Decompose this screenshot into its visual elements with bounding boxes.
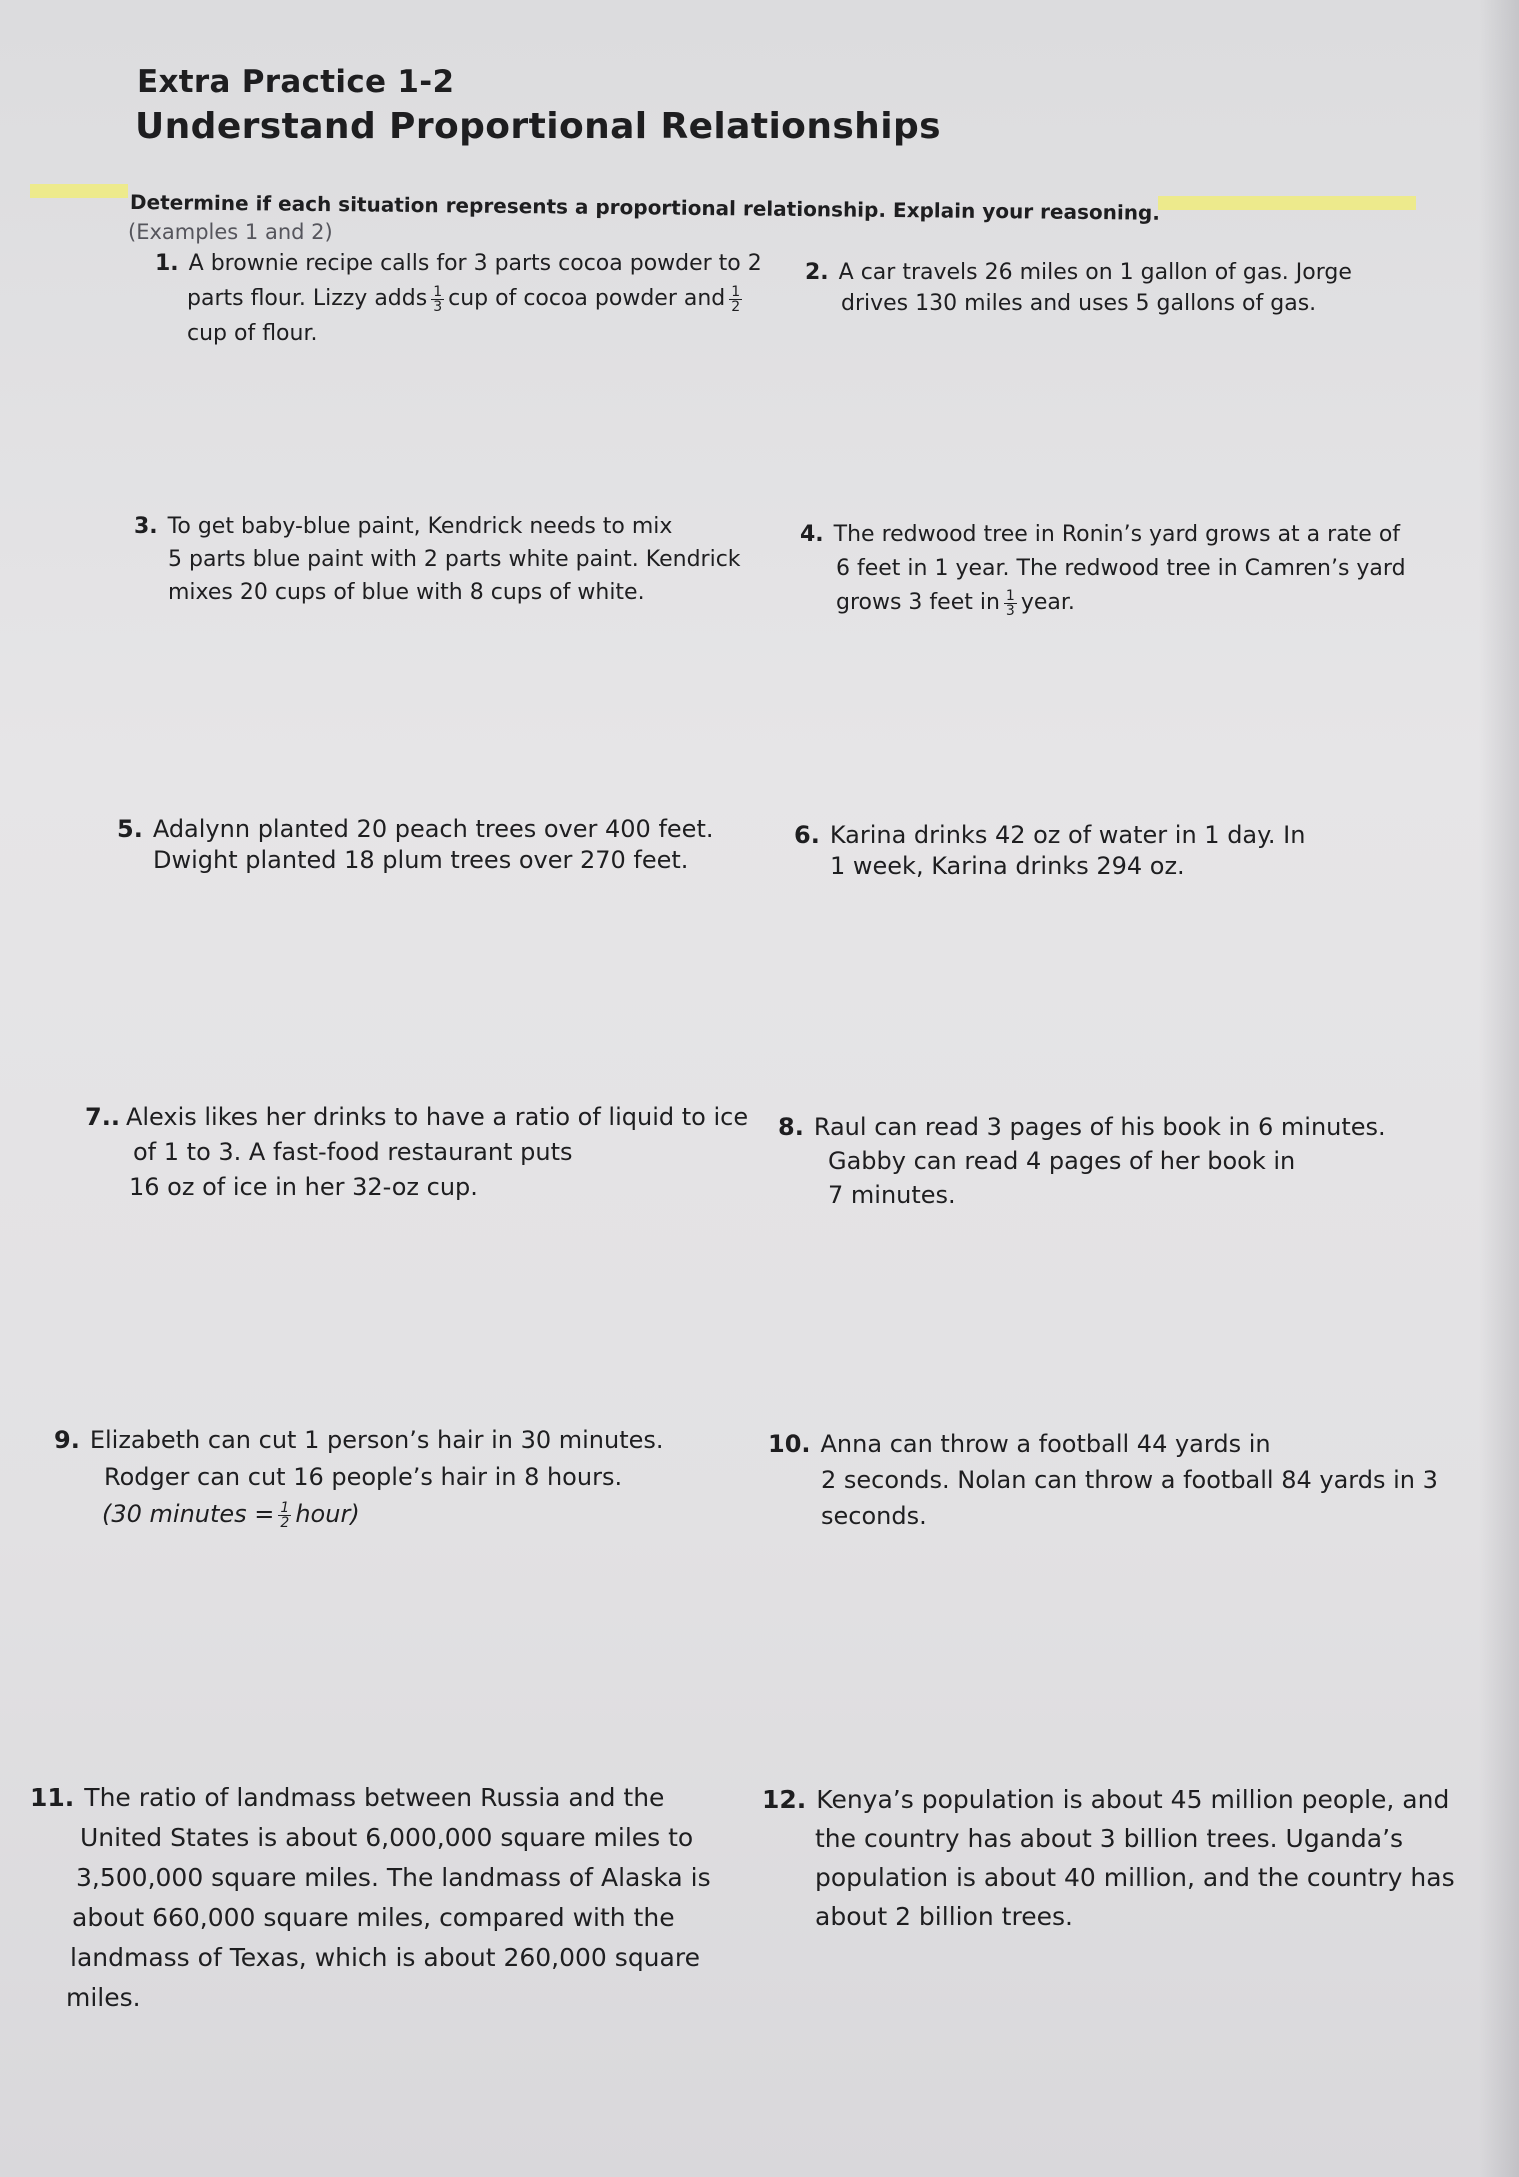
problem-text: The redwood tree in Ronin’s yard grows at a rate of [833,522,1401,547]
problem-text: population is about 40 million, and the country has [815,1863,1455,1892]
problem-text: Dwight planted 18 plum trees over 270 feet. [153,846,689,874]
problem-text: Kenya’s population is about 45 million people, and [816,1785,1450,1814]
problem-text: hour) [295,1500,360,1528]
problem-text: A car travels 26 miles on 1 gallon of gas. Jorge [838,260,1352,285]
problem-text: Raul can read 3 pages of his book in 6 minutes. [813,1113,1386,1141]
problem-text: about 660,000 square miles, compared with the [72,1903,675,1932]
problem-text: 1 week, Karina drinks 294 oz. [830,852,1185,880]
fraction-one-third: $\frac{1}{3}$ [433,283,443,315]
problem-7 [85,1100,748,1205]
problem-1 [155,246,762,351]
problem-3 [134,510,741,609]
problem-5 [117,812,713,878]
problem-text: Gabby can read 4 pages of her book in [828,1147,1296,1175]
problem-2 [805,255,1352,321]
directions: Determine if each situation represents a proportional relationship. Explain your reasoning. [129,190,1161,225]
problem-text: 6 feet in 1 year. The redwood tree in Camren’s yard [836,556,1406,581]
problem-number: 3. [134,514,158,539]
problem-number: 4. [800,522,824,547]
problem-text: seconds. [821,1502,927,1530]
problem-6 [794,818,1305,884]
problem-text: Adalynn planted 20 peach trees over 400 feet. [152,815,714,843]
problem-number: 5. [117,815,143,843]
problem-10 [768,1426,1438,1534]
problem-text: United States is about 6,000,000 square miles to [80,1823,694,1852]
problem-number: 8. [778,1113,804,1141]
examples-note: (Examples 1 and 2) [128,220,333,244]
problem-text: To get baby-blue paint, Kendrick needs to mix [167,514,673,539]
problem-text: 3,500,000 square miles. The landmass of Alaska is [76,1863,711,1892]
problem-8 [778,1110,1386,1212]
problem-text: the country has about 3 billion trees. Uganda’s [815,1824,1404,1853]
problem-text: cup of flour. [187,321,318,346]
problem-text: Alexis likes her drinks to have a ratio of liquid to ice [125,1103,749,1131]
problem-number: 11. [30,1783,75,1812]
problem-text: 2 seconds. Nolan can throw a football 84 yards in 3 [821,1466,1438,1494]
fraction-one-half: $\frac{1}{2}$ [731,283,741,315]
highlight-right [1158,196,1416,210]
problem-text: Elizabeth can cut 1 person’s hair in 30 minutes. [89,1426,664,1454]
problem-text: miles. [66,1983,141,2012]
highlight-left [30,184,128,198]
problem-text: (30 minutes = [102,1500,275,1528]
problem-4 [800,518,1406,620]
problem-text: Rodger can cut 16 people’s hair in 8 hours. [104,1463,623,1491]
problem-number: 12. [762,1785,807,1814]
problem-text: mixes 20 cups of blue with 8 cups of white. [168,580,645,605]
problem-text: Anna can throw a football 44 yards in [820,1430,1271,1458]
problem-text: A brownie recipe calls for 3 parts cocoa powder to 2 [188,251,762,276]
problem-text: The ratio of landmass between Russia and the [84,1783,665,1812]
problem-number: 2. [805,260,829,285]
problem-number: 9. [54,1426,80,1454]
problem-text: cup of cocoa powder and [448,286,726,311]
problem-text: landmass of Texas, which is about 260,000 square [70,1943,700,1972]
page-edge-shadow [1479,0,1519,2177]
problem-text: about 2 billion trees. [815,1902,1073,1931]
worksheet-subtitle: Understand Proportional Relationships [135,106,941,147]
problem-text: year. [1020,590,1075,615]
problem-text: 7 minutes. [828,1181,956,1209]
problem-9 [54,1422,664,1533]
problem-text: 16 oz of ice in her 32-oz cup. [129,1173,478,1201]
problem-text: 5 parts blue paint with 2 parts white paint. Kendrick [168,547,741,572]
problem-number: 10. [768,1430,811,1458]
problem-12 [762,1780,1455,1936]
problem-number: 1. [155,251,179,276]
problem-11 [30,1778,711,2018]
problem-text: of 1 to 3. A fast-food restaurant puts [133,1138,573,1166]
worksheet-title: Extra Practice 1-2 [137,64,455,100]
problem-text: drives 130 miles and uses 5 gallons of gas. [841,291,1317,316]
problem-number: 7.. [85,1103,120,1131]
problem-text: parts flour. Lizzy adds [187,286,428,311]
problem-text: grows 3 feet in [836,590,1000,615]
fraction-one-half: $\frac{1}{2}$ [280,1499,290,1531]
problem-text: Karina drinks 42 oz of water in 1 day. In [829,821,1306,849]
fraction-one-third: $\frac{1}{3}$ [1005,587,1015,619]
problem-number: 6. [794,821,820,849]
